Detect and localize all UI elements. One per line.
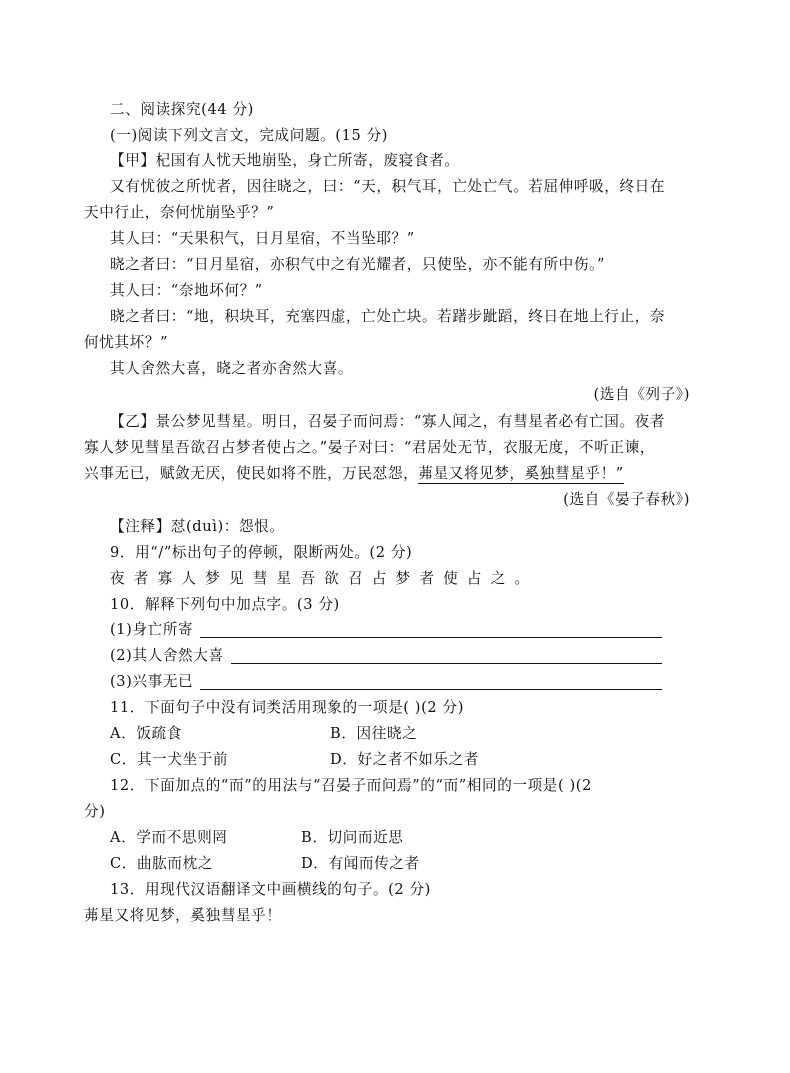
- passage-a-line: 其人舍然大喜，晓之者亦舍然大喜。: [110, 360, 354, 377]
- passage-a-source: (选自《列子》): [593, 386, 690, 403]
- passage-b-line: [84, 464, 624, 484]
- passage-b-source: (选自《晏子春秋》): [563, 491, 690, 508]
- question-13-stem: 13．用现代汉语翻译文中画横线的句子。(2 分): [110, 881, 431, 898]
- question-9-sentence: 夜者寡人梦见彗星吾欲召占梦者使占之。: [110, 570, 539, 587]
- question-11-option-d[interactable]: D．好之者不如乐之者: [330, 751, 480, 768]
- question-12-stem: 12．下面加点的“而”的用法与“召晏子而问焉”的“而”相同的一项是( )(2: [110, 777, 592, 794]
- question-9-stem: 9．用“/”标出句子的停顿，限断两处。(2 分): [110, 544, 413, 561]
- sub-title: (一)阅读下列文言文，完成问题。(15 分): [110, 127, 389, 144]
- passage-a-line: 晓之者曰：“地，积块耳，充塞四虚，亡处亡块。若躇步跐蹈，终日在地上行止，奈: [110, 308, 666, 325]
- question-11-option-b[interactable]: B．因往晓之: [330, 725, 418, 742]
- question-12-option-a[interactable]: A．学而不思则罔: [110, 829, 228, 846]
- question-11-stem: 11．下面句子中没有词类活用现象的一项是( )(2 分): [110, 699, 464, 716]
- question-10-item-3: (3)兴事无已: [110, 673, 194, 690]
- answer-blank-3[interactable]: [200, 689, 662, 690]
- passage-a-line: 何忧其坏？”: [84, 334, 169, 351]
- question-11-option-c[interactable]: C．其一犬坐于前: [110, 751, 229, 768]
- annotation: 【注释】怼(duì)：怨恨。: [110, 518, 285, 535]
- passage-a-line: 其人曰：“奈地坏何？”: [110, 282, 263, 299]
- passage-a-line: 其人曰：“天果积气，日月星宿，不当坠耶？”: [110, 230, 415, 247]
- passage-b-line: 【乙】景公梦见彗星。明日，召晏子而问焉：“寡人闻之，有彗星者必有亡国。夜者: [110, 413, 666, 430]
- passage-a-line: 天中行止，奈何忧崩坠乎？”: [84, 204, 275, 221]
- passage-b-plain-text: 兴事无已，赋敛无厌，使民如将不胜，万民怼怨，: [84, 465, 419, 482]
- question-13-sentence: 茀星又将见梦，奚独彗星乎！: [84, 907, 282, 924]
- question-11-option-a[interactable]: A．饭疏食: [110, 725, 182, 742]
- answer-blank-2[interactable]: [231, 663, 662, 664]
- question-10-item-1: (1)身亡所寄: [110, 621, 194, 638]
- question-10-stem: 10．解释下列句中加点字。(3 分): [110, 596, 340, 613]
- question-12-option-c[interactable]: C．曲肱而枕之: [110, 855, 213, 872]
- passage-a-line: 晓之者曰：“日月星宿，亦积气中之有光耀者，只使坠，亦不能有所中伤。”: [110, 256, 606, 273]
- question-10-item-2: (2)其人舍然大喜: [110, 647, 224, 664]
- answer-blank-1[interactable]: [200, 637, 662, 638]
- passage-a-line: 【甲】杞国有人忧天地崩坠，身亡所寄，废寝食者。: [110, 152, 460, 169]
- section-title: 二、阅读探究(44 分): [110, 101, 254, 118]
- question-12-option-b[interactable]: B．切问而近思: [301, 829, 404, 846]
- question-12-option-d[interactable]: D．有闻而传之者: [301, 855, 420, 872]
- underlined-sentence: 茀星又将见梦，奚独彗星乎！”: [418, 465, 624, 482]
- passage-a-line: 又有忧彼之所忧者，因往晓之，曰：“天，积气耳，亡处亡气。若屈伸呼吸，终日在: [110, 178, 666, 195]
- passage-b-line: 寡人梦见彗星吾欲召占梦者使占之。”晏子对曰：“君居处无节，衣服无度，不听正谏，: [84, 439, 655, 456]
- question-12-stem-cont: 分): [84, 803, 106, 820]
